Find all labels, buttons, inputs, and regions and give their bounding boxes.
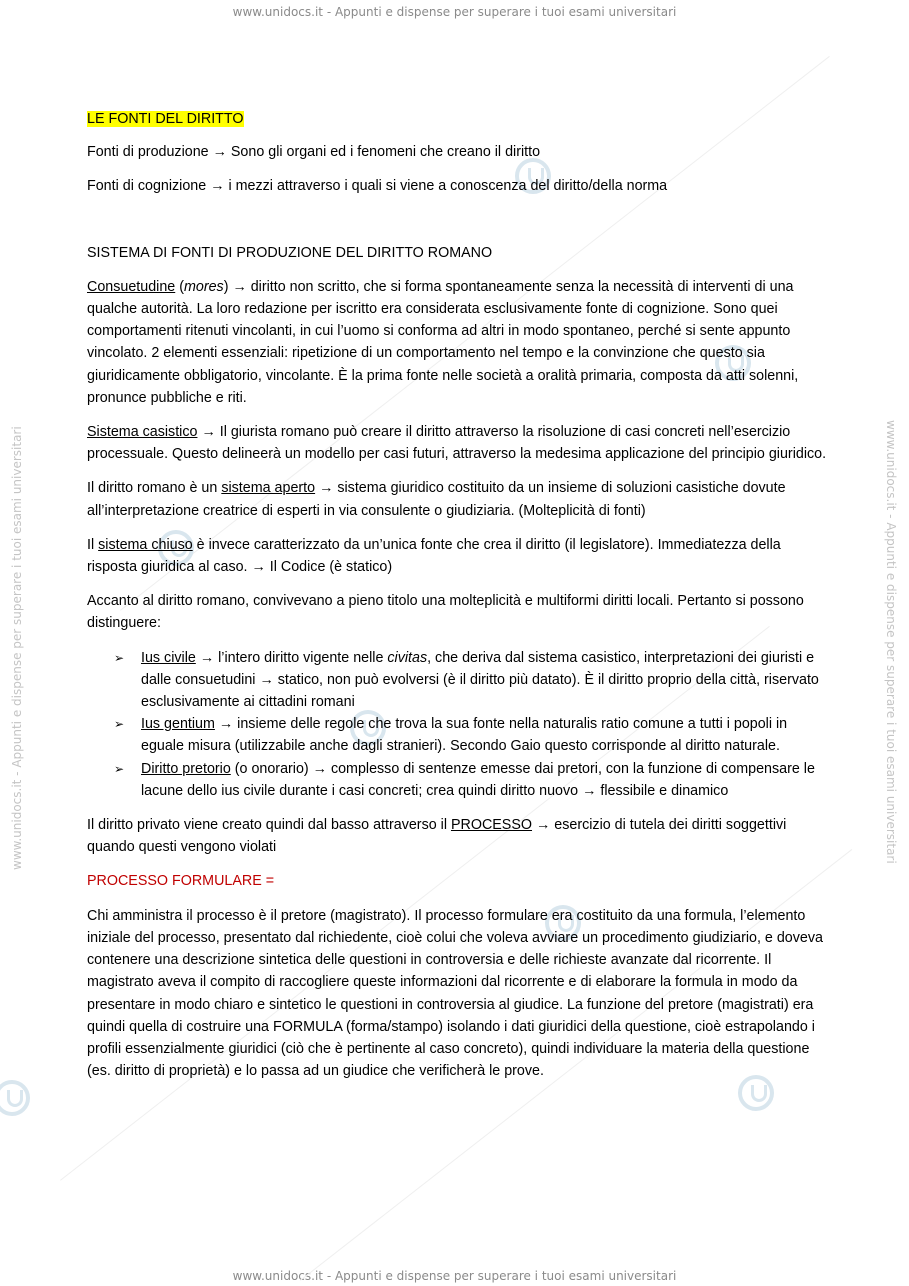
paragraph-diritto-privato: [87, 814, 827, 858]
paragraph-text: Il giurista romano può creare il diritto attraverso la risoluzione di casi concreti nell’esercizio processuale. Questo delineerà un modello per casi futuri, attraverso la medesima applicazione del principio giuridico.: [87, 424, 827, 463]
arrow-icon: →: [251, 559, 266, 576]
paragraph-text: è invece caratterizzato da un’unica fonte che crea il diritto (il legislatore). Immediatezza della risposta giuridica al caso.: [87, 536, 781, 576]
list-item-text: , che deriva dal sistema casistico, interpretazioni dei giuristi e dalle consuetudini: [141, 649, 815, 688]
arrow-icon: →: [210, 178, 225, 195]
bullet-arrow-icon: ➢: [114, 650, 125, 665]
paragraph-text: esercizio di tutela dei diritti soggettivi quando questi vengono violati: [87, 817, 787, 856]
arrow-icon: →: [201, 424, 216, 441]
term-consuetudine: Consuetudine: [87, 278, 176, 295]
paren-close: ): [223, 278, 233, 295]
paragraph-text: Il diritto privato viene creato quindi dal basso attraverso il: [87, 817, 451, 834]
arrow-icon: →: [319, 480, 334, 497]
document-body: [87, 108, 827, 1082]
term-processo: PROCESSO: [450, 817, 533, 834]
paragraph-accanto: Accanto al diritto romano, convivevano a pieno titolo una molteplicità e multiformi diritti locali. Pertanto si possono distinguere:: [87, 593, 804, 632]
watermark-side-right: www.unidocs.it - Appunti e dispense per superare i tuoi esami universitari: [884, 420, 898, 864]
paragraph-text: Il Codice (è statico): [269, 559, 393, 576]
term-diritto-pretorio: Diritto pretorio: [141, 760, 231, 777]
arrow-icon: →: [232, 278, 247, 295]
list-item: [87, 758, 827, 802]
term-text: Fonti di cognizione: [87, 178, 207, 195]
bullet-arrow-icon: ➢: [114, 761, 125, 776]
term-civitas: civitas: [387, 649, 428, 666]
arrow-icon: →: [199, 649, 215, 666]
term-sistema-aperto: sistema aperto: [221, 480, 316, 497]
term-ius-civile: Ius civile: [141, 649, 196, 666]
term-ius-gentium: Ius gentium: [141, 716, 215, 733]
arrow-icon: →: [536, 817, 551, 834]
arrow-icon: →: [259, 671, 274, 688]
processo-formulare-heading: PROCESSO FORMULARE =: [87, 873, 275, 890]
term-text: Fonti di produzione: [87, 144, 209, 161]
paragraph-consuetudine: [87, 276, 827, 409]
watermark-side-left: www.unidocs.it - Appunti e dispense per superare i tuoi esami universitari: [10, 426, 24, 870]
term-mores: mores: [183, 278, 224, 295]
paragraph-text: sistema giuridico costituito da un insieme di soluzioni casistiche dovute all’interpretazione creatrice di esperti in via consulente o giudiziaria. (Molteplicità di fonti): [87, 480, 786, 519]
term-sistema-chiuso: sistema chiuso: [98, 536, 193, 553]
watermark-footer-text: www.unidocs.it - Appunti e dispense per superare i tuoi esami universitari: [232, 1269, 677, 1283]
arrow-icon: →: [312, 760, 327, 777]
watermark-footer: [0, 1269, 909, 1283]
section-heading: SISTEMA DI FONTI DI PRODUZIONE DEL DIRITTO ROMANO: [87, 244, 493, 261]
watermark-header: [0, 5, 909, 19]
term-sistema-casistico: Sistema casistico: [87, 424, 198, 441]
paragraph-processo-formulare: Chi amministra il processo è il pretore (magistrato). Il processo formulare era costituito da una formula, l’elemento iniziale del processo, presentato dal richiedente, cioè colui che voleva avviare un procedimento giudiziario, e doveva contenere una descrizione sintetica delle questioni in controversia e delle richieste avanzate dal ricorrente. Il magistrato aveva il compito di raccogliere queste informazioni dal ricorrente e di elaborare la formula in modo da presentare in modo chiaro e sintetico le questioni in controversia al giudice. La funzione del pretore (magistrati) era quindi quella di costruire una FORMULA (forma/stampo) isolando i dati giuridici della questione, cioè estrapolando i profili essenzialmente giuridici (ciò che è pertinente al caso concreto), quindi individuare la materia della questione (es. diritto di proprietà) e lo passa ad un giudice che verificherà le prove.: [87, 907, 823, 1080]
paragraph-fonti-cognizione: [87, 175, 827, 197]
title-highlight: LE FONTI DEL DIRITTO: [87, 111, 244, 127]
list-item-text: (o onorario): [230, 760, 313, 777]
paragraph-sistema-chiuso: [87, 534, 827, 578]
list-item-text: statico, non può evolversi (è il diritto più datato). È il diritto proprio della città, riservato esclusivamente ai cittadini romani: [141, 671, 819, 711]
bullet-list: [87, 647, 827, 802]
list-item-text: complesso di sentenze emesse dai pretori, con la funzione di compensare le lacune dello ius civile durante i casi concreti; crea quindi diritto nuovo: [141, 760, 815, 799]
list-item: [87, 713, 827, 757]
paragraph-text: diritto non scritto, che si forma spontaneamente senza la necessità di interventi di una qualche autorità. La loro redazione per iscritto era considerata esclusivamente fonte di cognizione. Sono quei comportamenti ritenuti vincolanti, in cui l’uomo si conforma ad altri in modo spontaneo, perché si sente appunto vincolato. 2 elementi essenziali: ripetizione di un comportamento nel tempo e la convinzione che questo sia giuridicamente obbligatorio, vincolante. È la prima fonte nelle società a oralità primaria, composta da atti solenni, pronunce pubbliche e riti.: [87, 278, 799, 406]
arrow-icon: →: [218, 716, 234, 733]
unidocs-logo-icon: [0, 1080, 30, 1116]
paragraph-fonti-produzione: [87, 141, 827, 163]
bullet-arrow-icon: ➢: [114, 717, 125, 732]
paragraph-sistema-casistico: [87, 421, 827, 465]
list-item-text: l’intero diritto vigente nelle: [218, 649, 388, 666]
paragraph-text: i mezzi attraverso i quali si viene a conoscenza del diritto/della norma: [228, 178, 668, 195]
page-title: [87, 108, 827, 130]
watermark-header-text: www.unidocs.it - Appunti e dispense per superare i tuoi esami universitari: [232, 5, 677, 19]
paragraph-text: Il: [87, 536, 99, 553]
paragraph-text: Il diritto romano è un: [87, 480, 222, 497]
paren-open: (: [175, 278, 184, 295]
arrow-icon: →: [582, 782, 597, 799]
list-item-text: flessibile e dinamico: [600, 782, 729, 799]
paragraph-sistema-aperto: [87, 477, 827, 521]
arrow-icon: →: [212, 144, 227, 161]
list-item-text: insieme delle regole che trova la sua fonte nella naturalis ratio comune a tutti i popoli in eguale misura (utilizzabile anche dagli stranieri). Secondo Gaio questo corrisponde al diritto naturale.: [141, 716, 788, 755]
list-item: [87, 647, 827, 714]
paragraph-text: Sono gli organi ed i fenomeni che creano il diritto: [230, 144, 541, 161]
